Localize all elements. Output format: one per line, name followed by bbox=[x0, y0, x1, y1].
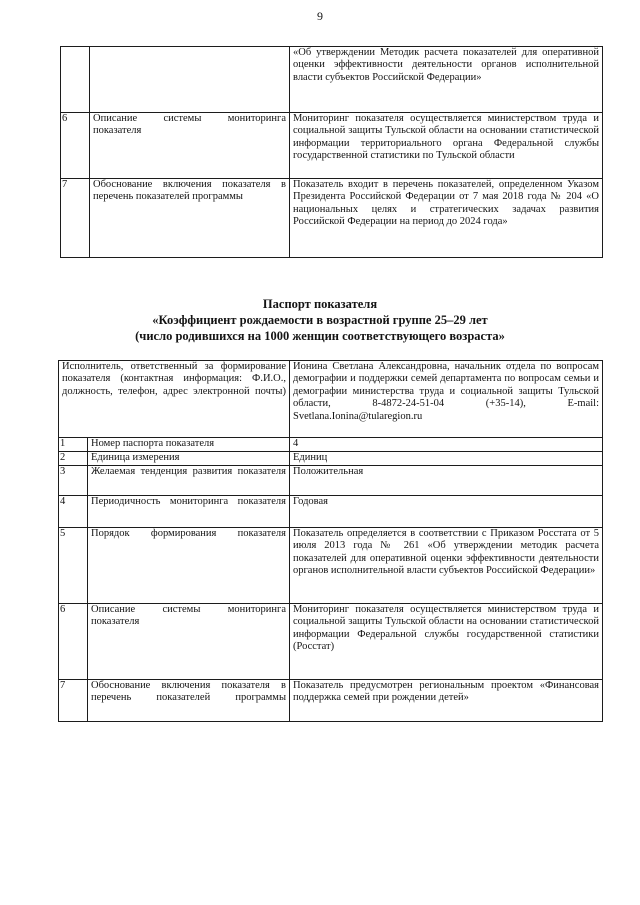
page-number: 9 bbox=[317, 9, 323, 23]
table-row bbox=[59, 680, 603, 722]
table-row bbox=[59, 466, 603, 496]
row-value: Положительная bbox=[290, 466, 603, 496]
row-value: Единиц bbox=[290, 452, 603, 466]
executor-label: Исполнитель, ответственный за формирование показателя (контактная информация: Ф.И.О., должность, телефон, адрес электронной почты) bbox=[59, 361, 290, 438]
row-number: 1 bbox=[59, 438, 88, 452]
row-label: Периодичность мониторинга показателя bbox=[88, 496, 290, 528]
row-value: Показатель предусмотрен региональным проектом «Финансовая поддержка семей при рождении детей» bbox=[290, 680, 603, 722]
row-number: 7 bbox=[59, 680, 88, 722]
row-number: 2 bbox=[59, 452, 88, 466]
row-value: Показатель определяется в соответствии с Приказом Росстата от 5 июля 2013 года № 261 «Об утверждении методик расчета показателей для оперативной оценки эффективности деятельности органов исполнительной власти субъектов Российской Федерации» bbox=[290, 528, 603, 604]
row-value: Мониторинг показателя осуществляется министерством труда и социальной защиты Тульской области на основании статистической информации Федеральной службы государственной статистики (Росстат) bbox=[290, 604, 603, 680]
table-row bbox=[61, 47, 603, 113]
row-value: Мониторинг показателя осуществляется министерством труда и социальной защиты Тульской области на основании статистической информации территориального органа Федеральной службы государственной статистики по Тульской области bbox=[290, 113, 603, 179]
row-label: Обоснование включения показателя в перечень показателей программы bbox=[90, 179, 290, 258]
row-label: Обоснование включения показателя в перечень показателей программы bbox=[88, 680, 290, 722]
row-label: Описание системы мониторинга показателя bbox=[90, 113, 290, 179]
row-value: 4 bbox=[290, 438, 603, 452]
table-row bbox=[59, 496, 603, 528]
row-number: 6 bbox=[59, 604, 88, 680]
row-number: 6 bbox=[61, 113, 90, 179]
passport-title bbox=[0, 296, 640, 344]
row-label bbox=[90, 47, 290, 113]
row-label: Описание системы мониторинга показателя bbox=[88, 604, 290, 680]
table-row bbox=[59, 528, 603, 604]
row-label: Номер паспорта показателя bbox=[88, 438, 290, 452]
table-row bbox=[61, 113, 603, 179]
row-number: 5 bbox=[59, 528, 88, 604]
executor-value: Ионина Светлана Александровна, начальник отдела по вопросам демографии и поддержки семей департамента по вопросам семьи и демографии министерства труда и социальной защиты Тульской области, 8-4872-24-51-04 (+35-14), E-mail: Svetlana.Ionina@tularegion.ru bbox=[290, 361, 603, 438]
continued-passport-table bbox=[60, 46, 603, 258]
table-row bbox=[59, 438, 603, 452]
table-row bbox=[59, 452, 603, 466]
executor-row bbox=[59, 361, 603, 438]
passport-title-line: (число родившихся на 1000 женщин соответствующего возраста» bbox=[135, 329, 505, 343]
row-number: 4 bbox=[59, 496, 88, 528]
passport-title-line: «Коэффициент рождаемости в возрастной группе 25–29 лет bbox=[152, 313, 488, 327]
row-value: «Об утверждении Методик расчета показателей для оперативной оценки эффективности деятельности органов исполнительной власти субъектов Российской Федерации» bbox=[290, 47, 603, 113]
table-row bbox=[59, 604, 603, 680]
row-label: Единица измерения bbox=[88, 452, 290, 466]
row-number: 7 bbox=[61, 179, 90, 258]
row-label: Порядок формирования показателя bbox=[88, 528, 290, 604]
row-value: Годовая bbox=[290, 496, 603, 528]
passport-title-line: Паспорт показателя bbox=[262, 297, 378, 311]
table-row bbox=[61, 179, 603, 258]
passport-table bbox=[58, 360, 603, 722]
row-label: Желаемая тенденция развития показателя bbox=[88, 466, 290, 496]
row-value: Показатель входит в перечень показателей, определенном Указом Президента Российской Федерации от 7 мая 2018 года № 204 «О национальных целях и стратегических задачах развития Российской Федерации на период до 2024 года» bbox=[290, 179, 603, 258]
row-number bbox=[61, 47, 90, 113]
row-number: 3 bbox=[59, 466, 88, 496]
